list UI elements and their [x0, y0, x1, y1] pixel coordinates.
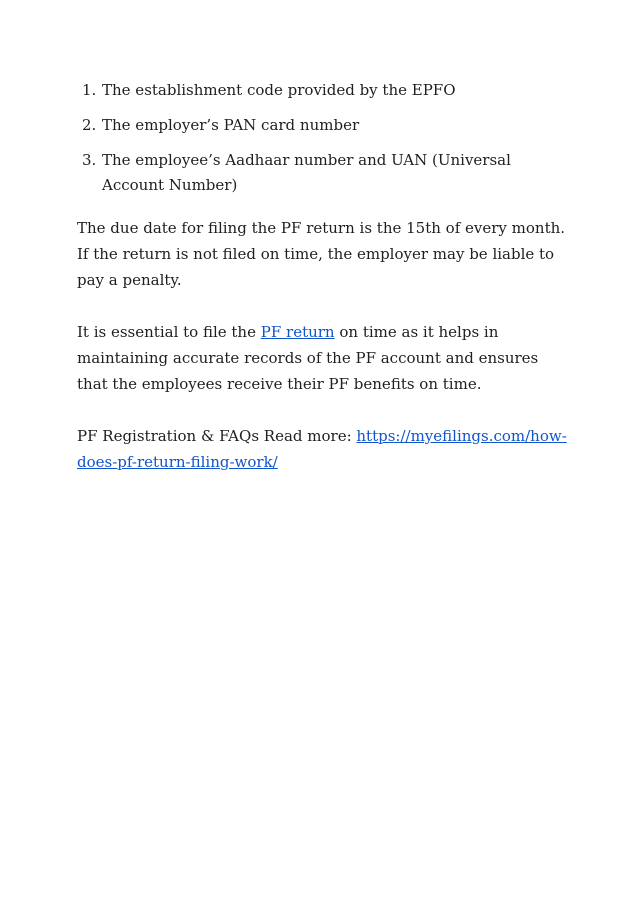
read-more-link[interactable]: https://myefilings.com/how-does-pf-return-filing-work/ [77, 427, 567, 471]
list-item-text: The employer’s PAN card number [102, 116, 360, 134]
essential-paragraph [77, 319, 567, 397]
pf-return-link[interactable]: PF return [260, 323, 335, 341]
requirements-list [77, 78, 567, 198]
list-item [77, 148, 567, 198]
list-item-number: 3. [82, 151, 97, 169]
document-body [77, 78, 567, 475]
essential-text-after: on time as it helps in maintaining accurate records of the PF account and ensures that the employees receive their PF benefits on time. [77, 323, 539, 393]
essential-text-before: It is essential to file the [77, 323, 261, 341]
list-item-text: The establishment code provided by the EPFO [102, 81, 456, 99]
list-item-text: The employee’s Aadhaar number and UAN (Universal Account Number) [102, 151, 511, 194]
list-item-number: 2. [82, 116, 97, 134]
list-item [77, 113, 567, 138]
read-more-text: PF Registration & FAQs Read more: [77, 427, 357, 445]
list-item [77, 78, 567, 103]
list-item-number: 1. [82, 81, 97, 99]
due-date-paragraph: The due date for filing the PF return is the 15th of every month. If the return is not filed on time, the employer may be liable to pay a penalty. [77, 219, 566, 289]
read-more-paragraph [77, 423, 567, 475]
